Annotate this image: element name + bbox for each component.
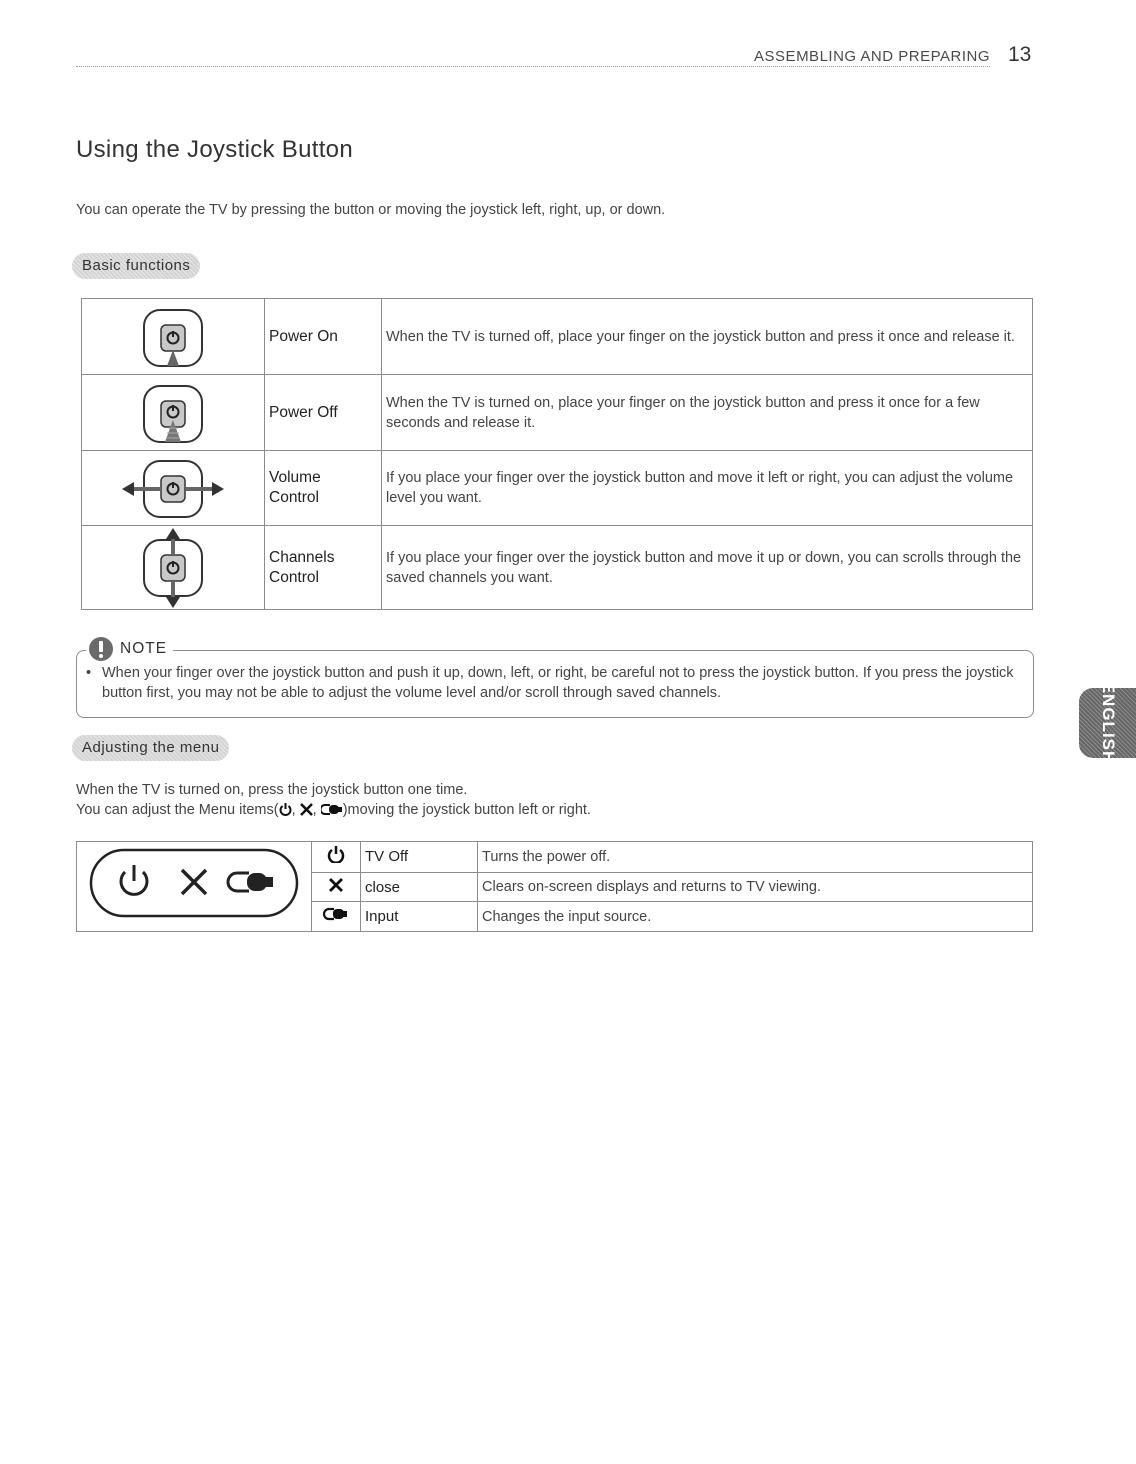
page-number: 13 (1008, 43, 1032, 66)
close-icon (328, 877, 344, 893)
table-row (82, 375, 1033, 451)
note-body: When your finger over the joystick button and push it up, down, left, or right, be careful not to press the joystick button. If you press the joystick button first, you may not be able to adjust the volume level and/or scroll through saved channels. (102, 665, 1014, 701)
menu-item-label: close (365, 878, 401, 896)
adjusting-menu-heading: Adjusting the menu (72, 735, 229, 761)
menu-instruction-sep: , (291, 802, 296, 818)
menu-instruction-sep: , (312, 802, 317, 818)
note-text (86, 663, 1016, 703)
input-icon (321, 803, 343, 816)
menu-instruction-text: You can adjust the Menu items( (76, 802, 279, 818)
header-divider (76, 66, 990, 67)
table-row (77, 842, 1033, 873)
note-icon (86, 636, 116, 662)
menu-items-table (76, 841, 1033, 932)
function-name: Control (269, 568, 319, 586)
function-desc: When the TV is turned off, place your finger on the joystick button and press it once and release it. (386, 328, 1015, 345)
menu-display-illustration (77, 842, 311, 926)
function-desc: If you place your finger over the joystick button and move it left or right, you can adjust the volume level you want. (386, 470, 1014, 506)
menu-instruction-2 (76, 802, 591, 818)
menu-item-label: Input (365, 908, 399, 926)
table-row (82, 299, 1033, 375)
note-bullet: • (86, 665, 92, 681)
table-row (82, 526, 1033, 610)
language-tab-label: ENGLISH (1099, 681, 1118, 765)
joystick-press-icon (128, 304, 218, 370)
table-row (82, 451, 1033, 526)
menu-item-desc: Turns the power off. (482, 848, 611, 865)
menu-item-desc: Changes the input source. (482, 908, 652, 925)
menu-instruction-text: )moving the joystick button left or right. (342, 802, 591, 818)
function-desc: If you place your finger over the joystick button and move it up or down, you can scrolls through the saved channels you want. (386, 549, 1022, 586)
menu-item-label: TV Off (365, 848, 409, 866)
function-name: Channels (269, 548, 335, 566)
basic-functions-heading: Basic functions (72, 253, 200, 279)
note-header (86, 636, 173, 662)
section-name: ASSEMBLING AND PREPARING (754, 48, 990, 65)
function-desc: When the TV is turned on, place your finger on the joystick button and press it once for a few seconds and release it. (386, 394, 980, 431)
power-icon (279, 802, 292, 816)
basic-functions-table (81, 298, 1033, 610)
joystick-hold-icon (128, 380, 218, 446)
joystick-left-right-icon (118, 455, 228, 521)
function-name: Power On (269, 327, 338, 345)
input-icon (323, 906, 349, 922)
note-label: NOTE (120, 640, 168, 657)
intro-text: You can operate the TV by pressing the button or moving the joystick left, right, up, or down. (76, 202, 666, 218)
menu-instruction-1: When the TV is turned on, press the joystick button one time. (76, 782, 468, 798)
close-icon (300, 803, 313, 816)
power-icon (327, 845, 345, 863)
function-name: Control (269, 489, 319, 506)
joystick-up-down-icon (128, 527, 218, 609)
page-title: Using the Joystick Button (76, 136, 353, 163)
menu-item-desc: Clears on-screen displays and returns to TV viewing. (482, 879, 822, 896)
function-name: Volume (269, 469, 321, 486)
function-name: Power Off (269, 403, 338, 421)
